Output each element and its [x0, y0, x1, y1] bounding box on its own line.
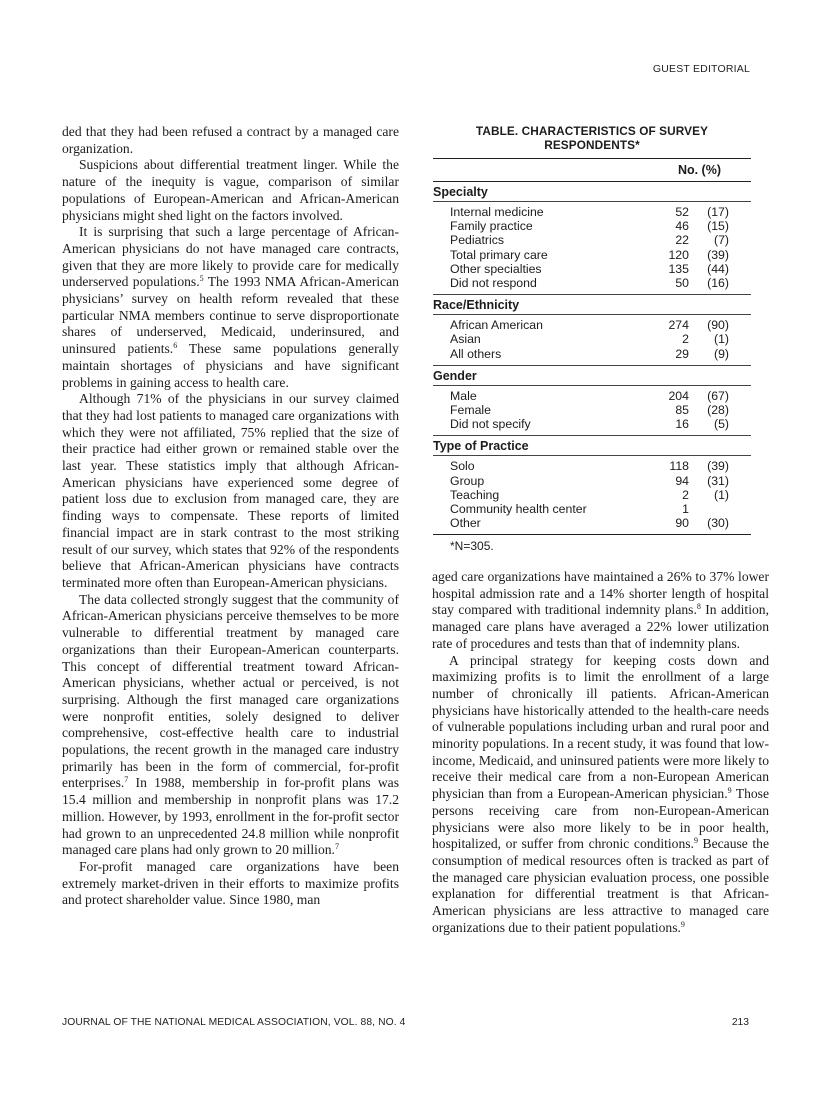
paragraph-text: The 1993 NMA African-American physicians’ survey on health reform revealed that these particular NMA members continue to serve disproportionate shares of underserved, Medicaid, underinsured, and uninsured patients. — [62, 274, 399, 357]
table-row — [433, 488, 751, 502]
paragraph-text: Suspicions about differential treatment linger. While the nature of the inequity is vague, comparison of similar populations of European-American and African-American physicians might shed light on the factors involved. — [62, 157, 399, 223]
table-row — [433, 332, 751, 346]
row-label: Solo — [450, 459, 475, 474]
row-label: Did not specify — [450, 417, 531, 432]
row-count: 204 — [668, 388, 689, 403]
row-label: Total primary care — [450, 247, 548, 262]
paragraph-text: These same populations generally maintain shortages of physicians and have significant problems in gaining access to health care. — [62, 341, 399, 390]
right-column — [432, 569, 769, 936]
citation-superscript: 7 — [124, 775, 129, 785]
row-percent: (28) — [707, 403, 729, 418]
citation-superscript: 8 — [696, 602, 701, 612]
running-head: GUEST EDITORIAL — [652, 63, 750, 75]
row-label: Male — [450, 388, 477, 403]
row-percent: (90) — [707, 318, 729, 333]
row-count: 1 — [682, 502, 689, 517]
row-label: Other specialties — [450, 261, 542, 276]
table-section-rows — [433, 315, 751, 365]
table-row — [433, 276, 751, 290]
journal-footer: JOURNAL OF THE NATIONAL MEDICAL ASSOCIATION, VOL. 88, NO. 4 — [62, 1017, 406, 1028]
paragraph-text: Because the consumption of medical resources often is tracked as part of the managed care physician evaluation process, one possible explanation for differential treatment is that African-American physicians are less attractive to managed care organizations due to their patient populations. — [432, 836, 769, 935]
table-row — [433, 403, 751, 417]
paragraph-text: In addition, managed care plans have averaged a 22% lower utilization rate of procedures and tests than that of indemnity plans. — [432, 602, 769, 651]
row-percent: (5) — [713, 417, 729, 432]
row-count: 90 — [675, 516, 689, 531]
row-label: Teaching — [450, 487, 500, 502]
row-count: 52 — [675, 205, 689, 219]
row-label: Did not respond — [450, 276, 537, 291]
citation-superscript: 9 — [680, 919, 685, 929]
paragraph — [62, 592, 399, 859]
row-count: 22 — [675, 233, 689, 248]
row-percent: (16) — [707, 276, 729, 291]
row-count: 120 — [668, 247, 689, 262]
row-count: 16 — [675, 417, 689, 432]
paragraph-text: For-profit managed care organizations have been extremely market-driven in their efforts to maximize profits and protect shareholder value. Since 1980, man — [62, 858, 399, 908]
citation-superscript: 5 — [199, 274, 204, 284]
row-label: Internal medicine — [450, 205, 544, 219]
table-row — [433, 219, 751, 233]
row-count: 2 — [682, 332, 689, 347]
paragraph — [62, 124, 399, 157]
paragraph-text: A principal strategy for keeping costs down and maximizing profits is to limit the enrollment of a large number of chronically ill patients. African-American physicians have historically attended to the health-care needs of vulnerable populations including urban and rural poor and minority populations. In a recent study, it was found that low-income, Medicaid, and uninsured patients were more likely to receive their medical care from a non-European American physician than from a European-American physician. — [432, 652, 769, 802]
row-label: Pediatrics — [450, 233, 504, 248]
table-row — [433, 474, 751, 488]
row-count: 274 — [668, 318, 689, 333]
row-percent: (39) — [707, 459, 729, 474]
citation-superscript: 6 — [173, 341, 178, 351]
table-section-rows — [433, 386, 751, 436]
table-row — [433, 233, 751, 247]
table-section-heading: Gender — [433, 368, 477, 383]
table-section-heading: Type of Practice — [433, 439, 529, 454]
row-count: 2 — [682, 487, 689, 502]
row-percent: (1) — [713, 487, 729, 502]
row-count: 29 — [675, 346, 689, 361]
column-header-label: No. (%) — [677, 163, 721, 177]
row-percent: (9) — [713, 346, 729, 361]
table-section-heading: Race/Ethnicity — [433, 298, 520, 313]
table-row — [433, 502, 751, 516]
row-count: 94 — [675, 473, 689, 488]
row-percent: (39) — [707, 247, 729, 262]
table-row — [433, 459, 751, 473]
table-row — [433, 248, 751, 262]
row-label: Community health center — [450, 502, 587, 517]
table-row — [433, 417, 751, 431]
paragraph — [62, 391, 399, 591]
citation-superscript: 9 — [693, 836, 698, 846]
row-label: Female — [450, 403, 492, 418]
row-count: 118 — [669, 459, 689, 474]
row-count: 50 — [675, 276, 689, 291]
table-title: TABLE. CHARACTERISTICS OF SURVEY RESPONDENTS* — [475, 124, 709, 152]
table-bottom-rule — [433, 534, 751, 535]
citation-superscript: 9 — [727, 786, 732, 796]
paragraph-text: aged care organizations have maintained a 26% to 37% lower hospital admission rate and a 14% shorter length of hospital stay compared with traditional indemnity plans. — [432, 569, 769, 618]
table-section-rows — [433, 202, 751, 294]
row-count: 85 — [675, 403, 689, 418]
paragraph-text: It is surprising that such a large percentage of African-American physicians do not have managed care contracts, given that they are more likely to provide care for medically underserved populations. — [62, 224, 399, 290]
page-number: 213 — [731, 1017, 749, 1028]
paragraph-text: In 1988, membership in for-profit plans was 15.4 million and membership in nonprofit plans was 17.2 million. However, by 1993, enrollment in the for-profit sector had grown to an unprecedented 24.8 million while nonprofit managed care plans had only grown to 20 million. — [62, 775, 399, 858]
row-percent — [689, 502, 751, 516]
row-percent: (17) — [707, 205, 729, 219]
row-label: Asian — [450, 332, 481, 347]
row-label: Other — [450, 516, 481, 531]
table-section-heading: Specialty — [433, 185, 488, 199]
paragraph-text: Although 71% of the physicians in our survey claimed that they had lost patients to managed care organizations with which they were not affiliated, 75% replied that the size of their practice had either grown or remained stable over the last year. These statistics imply that although African-American physicians have experienced some degree of patient loss due to exclusion from managed care, they are finding ways to compensate. These reports of limited financial impact are in stark contrast to the most striking result of our survey, which states that 92% of the respondents believe that African-American physicians have contracts terminated more often than European-American physicians. — [62, 391, 399, 590]
paragraph — [62, 224, 399, 391]
paragraph — [432, 653, 769, 937]
table-section-rows — [433, 456, 751, 534]
citation-superscript: 7 — [334, 842, 339, 852]
survey-table — [433, 124, 751, 553]
table-row — [433, 318, 751, 332]
paragraph-text: ded that they had been refused a contract by a managed care organization. — [62, 124, 399, 156]
paragraph — [62, 157, 399, 224]
row-count: 135 — [668, 261, 689, 276]
left-column — [62, 124, 399, 909]
table-body — [433, 182, 751, 534]
row-label: Group — [450, 473, 485, 488]
paragraph — [62, 859, 399, 909]
table-row — [433, 516, 751, 530]
row-percent: (30) — [707, 516, 729, 531]
row-count: 46 — [675, 219, 689, 234]
row-label: African American — [450, 318, 543, 333]
table-row — [433, 262, 751, 276]
row-label: Family practice — [450, 219, 533, 234]
table-row — [433, 389, 751, 403]
table-column-header — [433, 159, 751, 181]
row-percent: (31) — [707, 473, 729, 488]
paragraph-text: Those persons receiving care from non-European-American physicians were also more likely to be in poor health, hospitalized, or suffer from chronic conditions. — [432, 786, 770, 852]
table-row — [433, 205, 751, 219]
row-percent: (7) — [713, 233, 729, 248]
row-percent: (15) — [707, 219, 729, 234]
paragraph-text: The data collected strongly suggest that the community of African-American physicians perceive themselves to be more vulnerable to differential treatment by managed care organizations than their European-American counterparts. This concept of differential treatment toward African-American physicians, whether actual or perceived, is not surprising. Although the first managed care organizations were nonprofit entities, solely designed to deliver comprehensive, cost-effective health care to industrial populations, the recent growth in the managed care industry primarily has been in the form of commercial, for-profit enterprises. — [62, 591, 399, 791]
table-footnote: *N=305. — [450, 539, 494, 554]
paragraph — [432, 569, 769, 653]
row-percent: (1) — [713, 332, 729, 347]
table-row — [433, 347, 751, 361]
row-percent: (67) — [707, 388, 729, 403]
row-percent: (44) — [707, 261, 729, 276]
row-label: All others — [450, 346, 502, 361]
